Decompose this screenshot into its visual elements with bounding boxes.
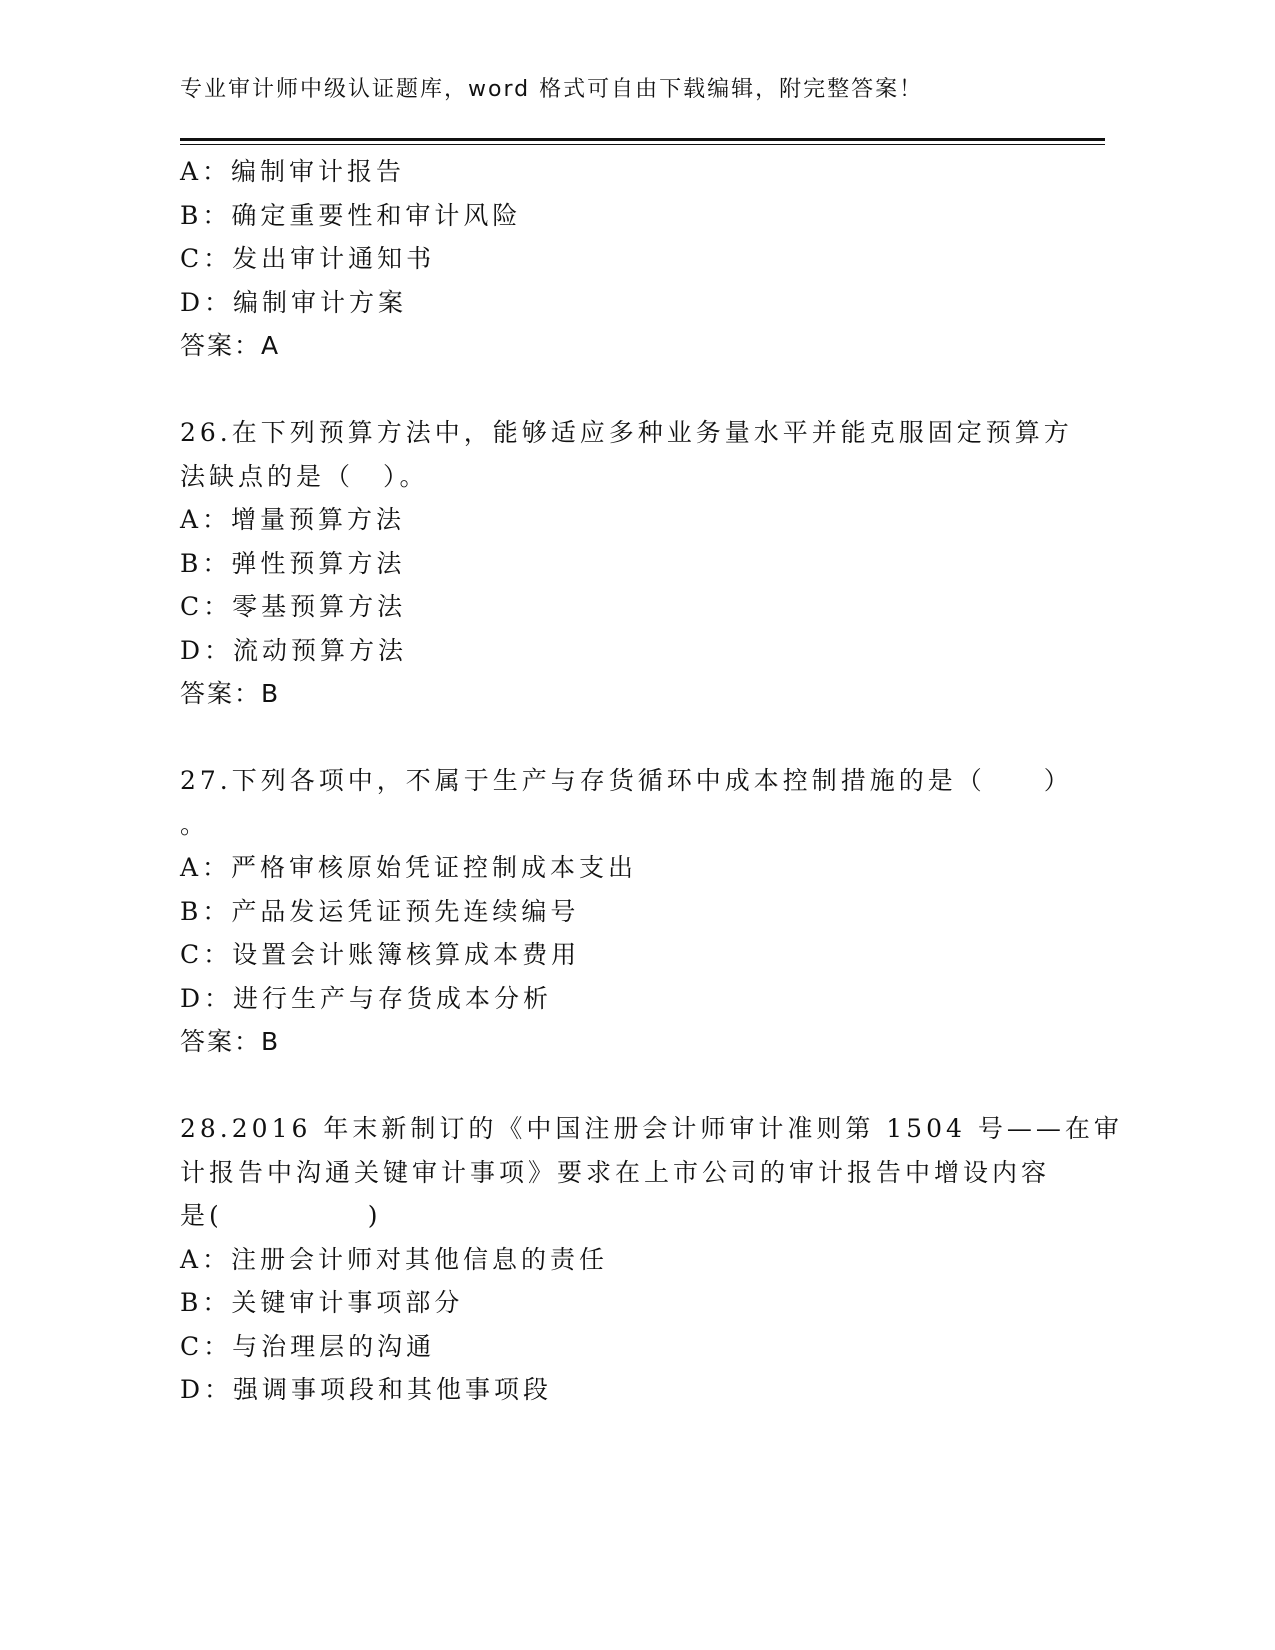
option-c: C：与治理层的沟通 xyxy=(180,1331,436,1361)
option-c: C：发出审计通知书 xyxy=(180,244,436,273)
option-a: A：严格审核原始凭证控制成本支出 xyxy=(180,853,638,882)
question-stem-line: 27.下列各项中，不属于生产与存货循环中成本控制措施的是（ ） xyxy=(180,766,1073,795)
question-stem-line: 28.2016 年末新制订的《中国注册会计师审计准则第 1504 号——在审 xyxy=(180,1114,1123,1143)
question-28 xyxy=(180,1107,1123,1412)
question-stem-line: 法缺点的是（ ）。 xyxy=(180,461,429,491)
option-d: D：强调事项段和其他事项段 xyxy=(180,1375,553,1404)
question-stem-line: 。 xyxy=(180,809,210,839)
document-body xyxy=(180,150,1123,1412)
option-b: B：关键审计事项部分 xyxy=(180,1288,464,1317)
option-d: D：进行生产与存货成本分析 xyxy=(180,983,553,1013)
option-a: A：增量预算方法 xyxy=(180,505,406,534)
question-25 xyxy=(180,150,1040,368)
header-rule-thin xyxy=(180,144,1105,145)
question-stem-line: 计报告中沟通关键审计事项》要求在上市公司的审计报告中增设内容 xyxy=(180,1157,1051,1187)
spacer xyxy=(180,368,1040,412)
option-b: B：弹性预算方法 xyxy=(180,548,406,578)
question-stem-line: 26.在下列预算方法中，能够适应多种业务量水平并能克服固定预算方 xyxy=(180,418,1073,447)
answer-line: 答案：B xyxy=(180,1027,281,1056)
option-a: A：编制审计报告 xyxy=(180,157,406,186)
answer-line: 答案：A xyxy=(180,331,281,360)
question-27 xyxy=(180,759,1073,1064)
question-stem-line: 是( ) xyxy=(180,1201,382,1230)
question-26 xyxy=(180,411,1073,716)
option-b: B：确定重要性和审计风险 xyxy=(180,200,522,230)
option-d: D：编制审计方案 xyxy=(180,287,408,317)
page-header: 专业审计师中级认证题库，word 格式可自由下载编辑，附完整答案！ xyxy=(180,77,924,102)
header-rule-thick xyxy=(180,138,1105,141)
option-b: B：产品发运凭证预先连续编号 xyxy=(180,896,580,926)
option-c: C：设置会计账簿核算成本费用 xyxy=(180,940,581,969)
spacer xyxy=(180,716,1040,760)
answer-line: 答案：B xyxy=(180,679,281,708)
option-d: D：流动预算方法 xyxy=(180,635,408,665)
option-c: C：零基预算方法 xyxy=(180,592,407,621)
option-a: A：注册会计师对其他信息的责任 xyxy=(180,1244,609,1274)
spacer xyxy=(180,1064,1040,1108)
